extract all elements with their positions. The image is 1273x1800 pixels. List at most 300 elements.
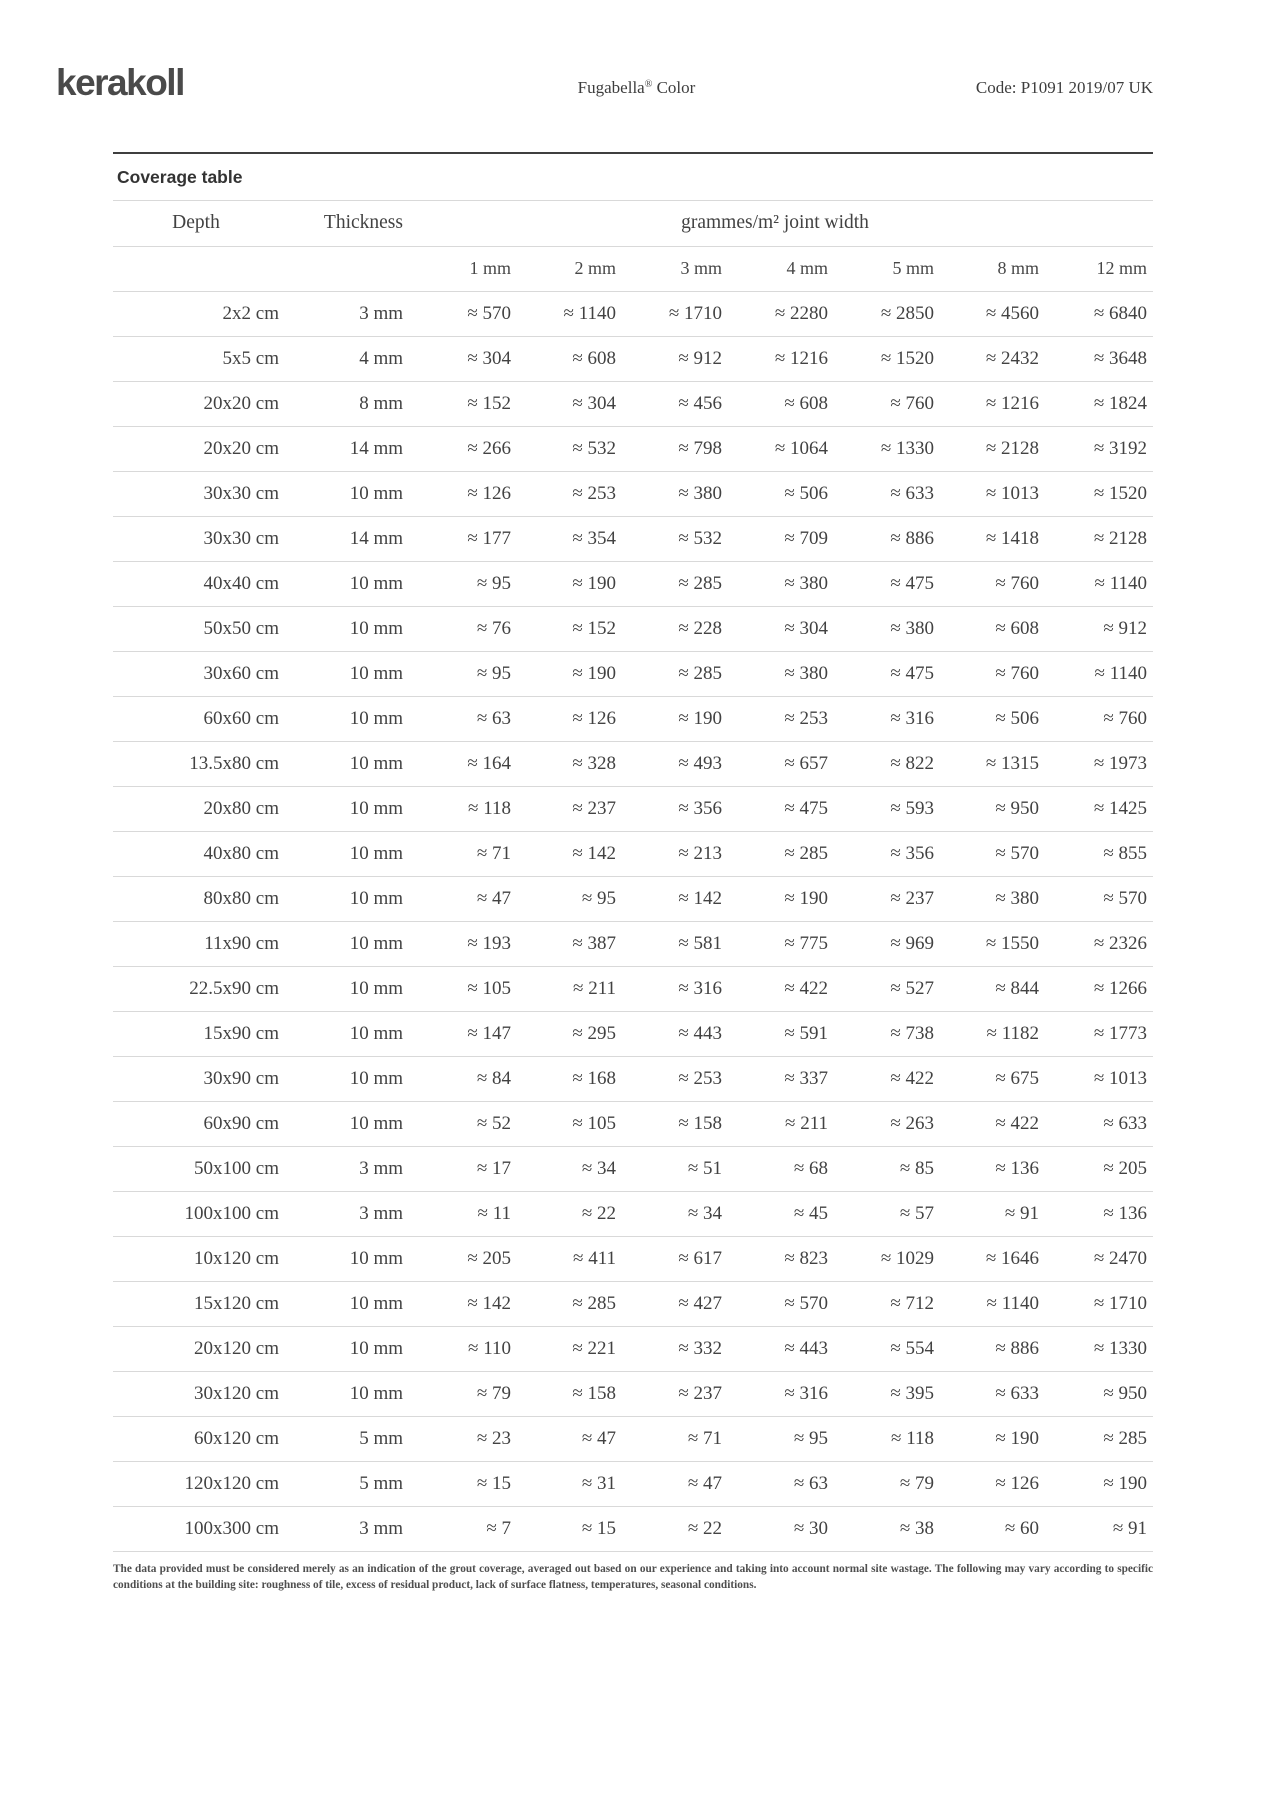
table-row <box>113 1416 1153 1461</box>
coverage-value-cell: ≈ 47 <box>403 876 511 921</box>
thickness-cell: 5 mm <box>279 1416 403 1461</box>
coverage-value-cell: ≈ 1029 <box>828 1236 934 1281</box>
coverage-value-cell: ≈ 427 <box>616 1281 722 1326</box>
coverage-value-cell: ≈ 118 <box>403 786 511 831</box>
coverage-value-cell: ≈ 760 <box>934 561 1039 606</box>
coverage-value-cell: ≈ 91 <box>1039 1506 1153 1551</box>
coverage-value-cell: ≈ 211 <box>722 1101 828 1146</box>
coverage-value-cell: ≈ 30 <box>722 1506 828 1551</box>
depth-cell: 15x90 cm <box>113 1011 279 1056</box>
coverage-value-cell: ≈ 57 <box>828 1191 934 1236</box>
depth-cell: 20x20 cm <box>113 426 279 471</box>
table-row <box>113 606 1153 651</box>
thickness-cell: 14 mm <box>279 516 403 561</box>
coverage-value-cell: ≈ 60 <box>934 1506 1039 1551</box>
coverage-value-cell: ≈ 608 <box>511 336 616 381</box>
coverage-value-cell: ≈ 950 <box>1039 1371 1153 1416</box>
thickness-cell: 8 mm <box>279 381 403 426</box>
depth-cell: 22.5x90 cm <box>113 966 279 1011</box>
coverage-value-cell: ≈ 34 <box>511 1146 616 1191</box>
table-row <box>113 831 1153 876</box>
coverage-value-cell: ≈ 95 <box>403 561 511 606</box>
coverage-value-cell: ≈ 633 <box>934 1371 1039 1416</box>
coverage-value-cell: ≈ 593 <box>828 786 934 831</box>
coverage-value-cell: ≈ 581 <box>616 921 722 966</box>
col-header-joint-width: 5 mm <box>828 246 934 291</box>
thickness-cell: 10 mm <box>279 1011 403 1056</box>
coverage-table-body <box>113 291 1153 1551</box>
coverage-value-cell: ≈ 1140 <box>511 291 616 336</box>
coverage-value-cell: ≈ 126 <box>511 696 616 741</box>
coverage-value-cell: ≈ 85 <box>828 1146 934 1191</box>
coverage-value-cell: ≈ 285 <box>511 1281 616 1326</box>
thickness-cell: 14 mm <box>279 426 403 471</box>
coverage-value-cell: ≈ 2128 <box>1039 516 1153 561</box>
col-header-depth: Depth <box>113 201 279 246</box>
depth-cell: 60x60 cm <box>113 696 279 741</box>
coverage-value-cell: ≈ 506 <box>934 696 1039 741</box>
coverage-value-cell: ≈ 1973 <box>1039 741 1153 786</box>
depth-cell: 30x30 cm <box>113 471 279 516</box>
coverage-value-cell: ≈ 1520 <box>1039 471 1153 516</box>
coverage-value-cell: ≈ 158 <box>616 1101 722 1146</box>
coverage-value-cell: ≈ 760 <box>934 651 1039 696</box>
coverage-value-cell: ≈ 79 <box>403 1371 511 1416</box>
coverage-value-cell: ≈ 7 <box>403 1506 511 1551</box>
coverage-value-cell: ≈ 15 <box>403 1461 511 1506</box>
table-row <box>113 1371 1153 1416</box>
coverage-value-cell: ≈ 608 <box>934 606 1039 651</box>
coverage-value-cell: ≈ 570 <box>403 291 511 336</box>
depth-cell: 30x60 cm <box>113 651 279 696</box>
coverage-value-cell: ≈ 443 <box>616 1011 722 1056</box>
coverage-value-cell: ≈ 63 <box>403 696 511 741</box>
thickness-cell: 10 mm <box>279 1056 403 1101</box>
coverage-value-cell: ≈ 1013 <box>934 471 1039 516</box>
thickness-cell: 3 mm <box>279 291 403 336</box>
thickness-cell: 10 mm <box>279 921 403 966</box>
coverage-table-section <box>113 152 1153 1594</box>
coverage-value-cell: ≈ 205 <box>403 1236 511 1281</box>
table-row <box>113 1281 1153 1326</box>
thickness-cell: 10 mm <box>279 741 403 786</box>
coverage-value-cell: ≈ 337 <box>722 1056 828 1101</box>
coverage-value-cell: ≈ 527 <box>828 966 934 1011</box>
coverage-value-cell: ≈ 316 <box>722 1371 828 1416</box>
table-row <box>113 1056 1153 1101</box>
coverage-value-cell: ≈ 395 <box>828 1371 934 1416</box>
coverage-value-cell: ≈ 17 <box>403 1146 511 1191</box>
coverage-value-cell: ≈ 158 <box>511 1371 616 1416</box>
depth-cell: 10x120 cm <box>113 1236 279 1281</box>
coverage-value-cell: ≈ 387 <box>511 921 616 966</box>
coverage-value-cell: ≈ 304 <box>722 606 828 651</box>
thickness-cell: 10 mm <box>279 606 403 651</box>
coverage-value-cell: ≈ 798 <box>616 426 722 471</box>
coverage-value-cell: ≈ 263 <box>828 1101 934 1146</box>
thickness-cell: 10 mm <box>279 786 403 831</box>
thickness-cell: 5 mm <box>279 1461 403 1506</box>
table-row <box>113 1461 1153 1506</box>
coverage-value-cell: ≈ 532 <box>616 516 722 561</box>
col-header-joint-width: 12 mm <box>1039 246 1153 291</box>
depth-cell: 20x80 cm <box>113 786 279 831</box>
coverage-value-cell: ≈ 4560 <box>934 291 1039 336</box>
coverage-value-cell: ≈ 253 <box>616 1056 722 1101</box>
coverage-value-cell: ≈ 712 <box>828 1281 934 1326</box>
coverage-value-cell: ≈ 380 <box>828 606 934 651</box>
coverage-value-cell: ≈ 316 <box>828 696 934 741</box>
coverage-value-cell: ≈ 45 <box>722 1191 828 1236</box>
coverage-value-cell: ≈ 1520 <box>828 336 934 381</box>
depth-cell: 15x120 cm <box>113 1281 279 1326</box>
col-header-thickness: Thickness <box>279 201 403 246</box>
depth-cell: 120x120 cm <box>113 1461 279 1506</box>
thickness-cell: 10 mm <box>279 1371 403 1416</box>
coverage-value-cell: ≈ 475 <box>722 786 828 831</box>
coverage-value-cell: ≈ 1013 <box>1039 1056 1153 1101</box>
coverage-value-cell: ≈ 190 <box>934 1416 1039 1461</box>
table-row <box>113 1326 1153 1371</box>
thickness-cell: 10 mm <box>279 1236 403 1281</box>
table-row <box>113 1506 1153 1551</box>
coverage-value-cell: ≈ 237 <box>511 786 616 831</box>
coverage-value-cell: ≈ 380 <box>722 561 828 606</box>
coverage-value-cell: ≈ 356 <box>616 786 722 831</box>
coverage-value-cell: ≈ 126 <box>403 471 511 516</box>
depth-cell: 100x300 cm <box>113 1506 279 1551</box>
coverage-value-cell: ≈ 2280 <box>722 291 828 336</box>
coverage-value-cell: ≈ 1710 <box>616 291 722 336</box>
coverage-value-cell: ≈ 570 <box>722 1281 828 1326</box>
coverage-value-cell: ≈ 475 <box>828 651 934 696</box>
coverage-value-cell: ≈ 2432 <box>934 336 1039 381</box>
coverage-value-cell: ≈ 912 <box>616 336 722 381</box>
thickness-cell: 10 mm <box>279 561 403 606</box>
coverage-value-cell: ≈ 1216 <box>934 381 1039 426</box>
thickness-cell: 3 mm <box>279 1146 403 1191</box>
coverage-value-cell: ≈ 91 <box>934 1191 1039 1236</box>
coverage-value-cell: ≈ 443 <box>722 1326 828 1371</box>
coverage-value-cell: ≈ 380 <box>722 651 828 696</box>
coverage-value-cell: ≈ 285 <box>722 831 828 876</box>
coverage-value-cell: ≈ 475 <box>828 561 934 606</box>
table-row <box>113 561 1153 606</box>
coverage-value-cell: ≈ 380 <box>934 876 1039 921</box>
coverage-value-cell: ≈ 617 <box>616 1236 722 1281</box>
coverage-value-cell: ≈ 253 <box>511 471 616 516</box>
coverage-value-cell: ≈ 1216 <box>722 336 828 381</box>
table-row <box>113 426 1153 471</box>
coverage-value-cell: ≈ 532 <box>511 426 616 471</box>
coverage-value-cell: ≈ 844 <box>934 966 1039 1011</box>
coverage-value-cell: ≈ 2326 <box>1039 921 1153 966</box>
coverage-value-cell: ≈ 79 <box>828 1461 934 1506</box>
document-code: Code: P1091 2019/07 UK <box>975 78 1153 97</box>
footnote: The data provided must be considered merely as an indication of the grout coverage, averaged out based on our experience and taking into account normal site wastage. The following may vary according to specific conditions at the building site: roughness of tile, excess of residual product, lack of surface flatness, temperatures, seasonal conditions. <box>113 1562 1153 1592</box>
depth-cell: 50x100 cm <box>113 1146 279 1191</box>
thickness-cell: 10 mm <box>279 1326 403 1371</box>
coverage-value-cell: ≈ 164 <box>403 741 511 786</box>
coverage-value-cell: ≈ 886 <box>934 1326 1039 1371</box>
coverage-value-cell: ≈ 34 <box>616 1191 722 1236</box>
coverage-value-cell: ≈ 237 <box>828 876 934 921</box>
coverage-value-cell: ≈ 886 <box>828 516 934 561</box>
coverage-value-cell: ≈ 105 <box>511 1101 616 1146</box>
coverage-value-cell: ≈ 190 <box>722 876 828 921</box>
coverage-value-cell: ≈ 285 <box>616 651 722 696</box>
coverage-value-cell: ≈ 142 <box>403 1281 511 1326</box>
coverage-value-cell: ≈ 356 <box>828 831 934 876</box>
coverage-value-cell: ≈ 71 <box>616 1416 722 1461</box>
coverage-value-cell: ≈ 142 <box>511 831 616 876</box>
thickness-cell: 3 mm <box>279 1506 403 1551</box>
coverage-value-cell: ≈ 1425 <box>1039 786 1153 831</box>
thickness-cell: 10 mm <box>279 696 403 741</box>
table-row <box>113 336 1153 381</box>
coverage-value-cell: ≈ 95 <box>511 876 616 921</box>
coverage-value-cell: ≈ 422 <box>722 966 828 1011</box>
thickness-cell: 10 mm <box>279 1101 403 1146</box>
coverage-value-cell: ≈ 912 <box>1039 606 1153 651</box>
coverage-value-cell: ≈ 969 <box>828 921 934 966</box>
coverage-value-cell: ≈ 675 <box>934 1056 1039 1101</box>
col-header-joint-width: 2 mm <box>511 246 616 291</box>
depth-cell: 30x120 cm <box>113 1371 279 1416</box>
coverage-value-cell: ≈ 3192 <box>1039 426 1153 471</box>
coverage-value-cell: ≈ 237 <box>616 1371 722 1416</box>
coverage-value-cell: ≈ 52 <box>403 1101 511 1146</box>
coverage-value-cell: ≈ 95 <box>722 1416 828 1461</box>
thickness-cell: 10 mm <box>279 831 403 876</box>
coverage-value-cell: ≈ 1330 <box>828 426 934 471</box>
depth-cell: 11x90 cm <box>113 921 279 966</box>
kerakoll-logo: kerakoll <box>56 62 184 103</box>
depth-cell: 20x20 cm <box>113 381 279 426</box>
coverage-value-cell: ≈ 211 <box>511 966 616 1011</box>
coverage-value-cell: ≈ 456 <box>616 381 722 426</box>
coverage-value-cell: ≈ 68 <box>722 1146 828 1191</box>
coverage-value-cell: ≈ 105 <box>403 966 511 1011</box>
table-header-row <box>113 201 1153 246</box>
coverage-value-cell: ≈ 22 <box>616 1506 722 1551</box>
depth-cell: 20x120 cm <box>113 1326 279 1371</box>
depth-cell: 40x80 cm <box>113 831 279 876</box>
coverage-value-cell: ≈ 51 <box>616 1146 722 1191</box>
coverage-value-cell: ≈ 554 <box>828 1326 934 1371</box>
coverage-value-cell: ≈ 295 <box>511 1011 616 1056</box>
depth-cell: 30x30 cm <box>113 516 279 561</box>
table-row <box>113 921 1153 966</box>
coverage-value-cell: ≈ 1418 <box>934 516 1039 561</box>
depth-cell: 60x120 cm <box>113 1416 279 1461</box>
table-row <box>113 381 1153 426</box>
coverage-value-cell: ≈ 136 <box>934 1146 1039 1191</box>
coverage-value-cell: ≈ 633 <box>1039 1101 1153 1146</box>
coverage-value-cell: ≈ 1064 <box>722 426 828 471</box>
table-row <box>113 1101 1153 1146</box>
coverage-value-cell: ≈ 493 <box>616 741 722 786</box>
coverage-value-cell: ≈ 328 <box>511 741 616 786</box>
coverage-value-cell: ≈ 1330 <box>1039 1326 1153 1371</box>
table-row <box>113 471 1153 516</box>
empty-header-cell <box>113 246 279 291</box>
coverage-value-cell: ≈ 608 <box>722 381 828 426</box>
depth-cell: 13.5x80 cm <box>113 741 279 786</box>
coverage-value-cell: ≈ 738 <box>828 1011 934 1056</box>
depth-cell: 80x80 cm <box>113 876 279 921</box>
coverage-value-cell: ≈ 228 <box>616 606 722 651</box>
coverage-value-cell: ≈ 1140 <box>934 1281 1039 1326</box>
table-row <box>113 696 1153 741</box>
table-row <box>113 1011 1153 1056</box>
coverage-value-cell: ≈ 110 <box>403 1326 511 1371</box>
coverage-value-cell: ≈ 213 <box>616 831 722 876</box>
col-header-joint-width: 4 mm <box>722 246 828 291</box>
coverage-value-cell: ≈ 190 <box>1039 1461 1153 1506</box>
coverage-value-cell: ≈ 1646 <box>934 1236 1039 1281</box>
coverage-value-cell: ≈ 147 <box>403 1011 511 1056</box>
table-row <box>113 741 1153 786</box>
table-row <box>113 1236 1153 1281</box>
coverage-value-cell: ≈ 1182 <box>934 1011 1039 1056</box>
coverage-value-cell: ≈ 63 <box>722 1461 828 1506</box>
depth-cell: 50x50 cm <box>113 606 279 651</box>
coverage-value-cell: ≈ 950 <box>934 786 1039 831</box>
coverage-value-cell: ≈ 193 <box>403 921 511 966</box>
coverage-value-cell: ≈ 2470 <box>1039 1236 1153 1281</box>
coverage-value-cell: ≈ 354 <box>511 516 616 561</box>
coverage-value-cell: ≈ 1710 <box>1039 1281 1153 1326</box>
col-header-joint-width: 1 mm <box>403 246 511 291</box>
coverage-value-cell: ≈ 422 <box>934 1101 1039 1146</box>
coverage-value-cell: ≈ 822 <box>828 741 934 786</box>
coverage-value-cell: ≈ 118 <box>828 1416 934 1461</box>
table-row <box>113 291 1153 336</box>
coverage-value-cell: ≈ 190 <box>616 696 722 741</box>
coverage-value-cell: ≈ 1140 <box>1039 561 1153 606</box>
col-header-joint-width: 8 mm <box>934 246 1039 291</box>
depth-cell: 30x90 cm <box>113 1056 279 1101</box>
coverage-value-cell: ≈ 591 <box>722 1011 828 1056</box>
coverage-value-cell: ≈ 1315 <box>934 741 1039 786</box>
coverage-value-cell: ≈ 2850 <box>828 291 934 336</box>
depth-cell: 100x100 cm <box>113 1191 279 1236</box>
coverage-value-cell: ≈ 15 <box>511 1506 616 1551</box>
col-header-grammes: grammes/m² joint width <box>403 201 1153 246</box>
coverage-value-cell: ≈ 633 <box>828 471 934 516</box>
coverage-value-cell: ≈ 1140 <box>1039 651 1153 696</box>
depth-cell: 2x2 cm <box>113 291 279 336</box>
coverage-value-cell: ≈ 31 <box>511 1461 616 1506</box>
coverage-value-cell: ≈ 152 <box>511 606 616 651</box>
coverage-value-cell: ≈ 142 <box>616 876 722 921</box>
coverage-value-cell: ≈ 266 <box>403 426 511 471</box>
thickness-cell: 10 mm <box>279 876 403 921</box>
coverage-table <box>113 201 1153 1552</box>
coverage-value-cell: ≈ 570 <box>1039 876 1153 921</box>
section-title: Coverage table <box>113 154 1153 201</box>
coverage-value-cell: ≈ 823 <box>722 1236 828 1281</box>
thickness-cell: 10 mm <box>279 651 403 696</box>
coverage-value-cell: ≈ 411 <box>511 1236 616 1281</box>
coverage-value-cell: ≈ 1824 <box>1039 381 1153 426</box>
coverage-value-cell: ≈ 71 <box>403 831 511 876</box>
coverage-value-cell: ≈ 1266 <box>1039 966 1153 1011</box>
coverage-value-cell: ≈ 332 <box>616 1326 722 1371</box>
joint-width-header-row <box>113 246 1153 291</box>
coverage-value-cell: ≈ 23 <box>403 1416 511 1461</box>
coverage-value-cell: ≈ 47 <box>616 1461 722 1506</box>
coverage-value-cell: ≈ 136 <box>1039 1191 1153 1236</box>
coverage-value-cell: ≈ 95 <box>403 651 511 696</box>
coverage-value-cell: ≈ 1550 <box>934 921 1039 966</box>
coverage-value-cell: ≈ 304 <box>511 381 616 426</box>
coverage-value-cell: ≈ 506 <box>722 471 828 516</box>
coverage-value-cell: ≈ 570 <box>934 831 1039 876</box>
coverage-value-cell: ≈ 285 <box>616 561 722 606</box>
coverage-value-cell: ≈ 177 <box>403 516 511 561</box>
coverage-value-cell: ≈ 760 <box>828 381 934 426</box>
thickness-cell: 10 mm <box>279 1281 403 1326</box>
coverage-value-cell: ≈ 205 <box>1039 1146 1153 1191</box>
coverage-value-cell: ≈ 84 <box>403 1056 511 1101</box>
coverage-value-cell: ≈ 657 <box>722 741 828 786</box>
coverage-value-cell: ≈ 304 <box>403 336 511 381</box>
coverage-value-cell: ≈ 126 <box>934 1461 1039 1506</box>
coverage-value-cell: ≈ 11 <box>403 1191 511 1236</box>
coverage-value-cell: ≈ 221 <box>511 1326 616 1371</box>
coverage-value-cell: ≈ 285 <box>1039 1416 1153 1461</box>
coverage-value-cell: ≈ 38 <box>828 1506 934 1551</box>
table-row <box>113 516 1153 561</box>
empty-header-cell <box>279 246 403 291</box>
thickness-cell: 3 mm <box>279 1191 403 1236</box>
table-row <box>113 651 1153 696</box>
coverage-value-cell: ≈ 760 <box>1039 696 1153 741</box>
thickness-cell: 10 mm <box>279 966 403 1011</box>
coverage-value-cell: ≈ 190 <box>511 561 616 606</box>
coverage-value-cell: ≈ 380 <box>616 471 722 516</box>
coverage-value-cell: ≈ 855 <box>1039 831 1153 876</box>
coverage-value-cell: ≈ 3648 <box>1039 336 1153 381</box>
col-header-joint-width: 3 mm <box>616 246 722 291</box>
coverage-value-cell: ≈ 76 <box>403 606 511 651</box>
coverage-value-cell: ≈ 22 <box>511 1191 616 1236</box>
thickness-cell: 10 mm <box>279 471 403 516</box>
depth-cell: 40x40 cm <box>113 561 279 606</box>
product-name-text: Fugabella <box>577 78 645 97</box>
table-row <box>113 966 1153 1011</box>
table-row <box>113 1191 1153 1236</box>
coverage-value-cell: ≈ 168 <box>511 1056 616 1101</box>
coverage-value-cell: ≈ 775 <box>722 921 828 966</box>
coverage-value-cell: ≈ 253 <box>722 696 828 741</box>
thickness-cell: 4 mm <box>279 336 403 381</box>
coverage-value-cell: ≈ 190 <box>511 651 616 696</box>
coverage-value-cell: ≈ 316 <box>616 966 722 1011</box>
coverage-value-cell: ≈ 709 <box>722 516 828 561</box>
depth-cell: 60x90 cm <box>113 1101 279 1146</box>
table-row <box>113 1146 1153 1191</box>
table-row <box>113 876 1153 921</box>
coverage-value-cell: ≈ 47 <box>511 1416 616 1461</box>
coverage-value-cell: ≈ 1773 <box>1039 1011 1153 1056</box>
product-suffix-text: Color <box>652 78 696 97</box>
registered-mark: ® <box>644 79 653 90</box>
coverage-value-cell: ≈ 6840 <box>1039 291 1153 336</box>
coverage-value-cell: ≈ 2128 <box>934 426 1039 471</box>
